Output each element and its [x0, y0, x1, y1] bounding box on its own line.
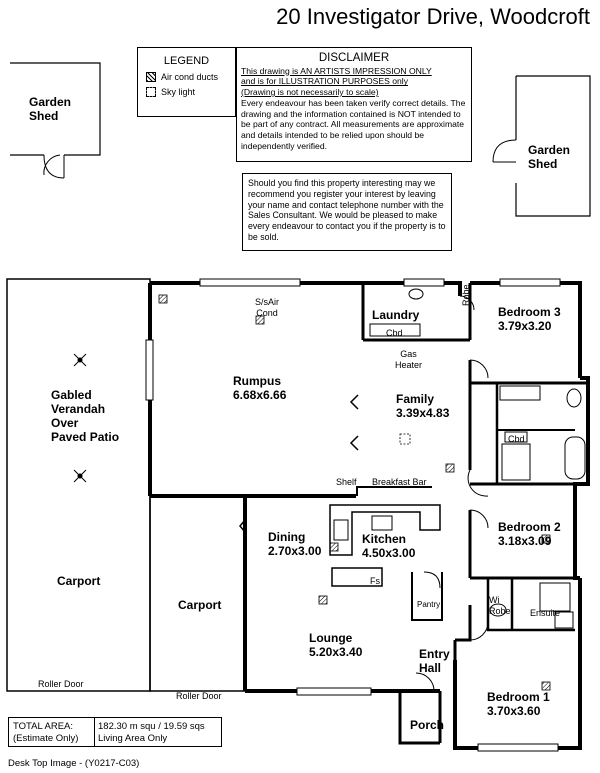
robe-label: Robe [461, 284, 471, 306]
total-area-scope: Living Area Only [98, 733, 168, 744]
disclaimer-body: Every endeavour has been taken verify correct details. The drawing and the information contained is NOT intended to be part of any contract. All measurements are approximate and details intended to be relied upon should be independently verified. [241, 97, 466, 151]
entry-hall-label: Entry Hall [419, 647, 450, 675]
bedroom2-label: Bedroom 2 3.18x3.09 [498, 520, 561, 548]
bedroom3-label: Bedroom 3 3.79x3.20 [498, 305, 561, 333]
carport-inner-label: Carport [178, 598, 222, 612]
interest-notice: Should you find this property interesting may we recommend you register your interest by leaving your name and contact telephone number with the Sales Consultant. We would be pleased to make every endeavour to contact you if the property is to be sold. [242, 173, 452, 251]
disclaimer-heading: DISCLAIMER [318, 52, 390, 64]
legend-heading: LEGEND [163, 55, 210, 67]
shower [502, 444, 530, 480]
family-label: Family 3.39x4.83 [396, 392, 450, 420]
total-area-box [8, 717, 222, 747]
disclaimer-line: and is for ILLUSTRATION PURPOSES only [241, 76, 408, 87]
garden-shed-left-label: Garden Shed [29, 95, 72, 123]
laundry-label: Laundry [372, 308, 420, 322]
verandah-outline [7, 279, 150, 691]
page-title: 20 Investigator Drive, Woodcroft [276, 4, 590, 29]
pantry-label: Pantry [417, 600, 441, 609]
ssair-label: S/sAir Cond [255, 297, 280, 318]
cbd-label: Cbd [386, 328, 403, 338]
carport-outline [150, 496, 245, 691]
porch-label: Porch [410, 718, 445, 732]
vanity [500, 386, 540, 400]
footer-text: Desk Top Image - (Y0217-C03) [8, 758, 140, 769]
dining-label: Dining 2.70x3.00 [268, 530, 322, 558]
bath [565, 437, 585, 479]
roller-door-label: Roller Door [38, 679, 84, 689]
total-area-note: (Estimate Only) [13, 733, 79, 744]
toilet-icon [567, 389, 581, 407]
cbd-label: Cbd [508, 434, 525, 444]
lounge-label: Lounge 5.20x3.40 [309, 631, 363, 659]
disclaimer-line: (Drawing is not necessarily to scale) [241, 87, 379, 98]
legend-label: Sky light [161, 87, 196, 97]
total-area-value: 182.30 m squ / 19.59 sqs [98, 721, 205, 732]
bedroom1-label: Bedroom 1 3.70x3.60 [487, 690, 550, 718]
rumpus-label: Rumpus 6.68x6.66 [233, 374, 287, 402]
verandah-label: Gabled Verandah Over Paved Patio [51, 388, 120, 444]
kitchen-label: Kitchen 4.50x3.00 [362, 532, 416, 560]
legend-label: Air cond ducts [161, 72, 219, 82]
breakfast-bar-label: Breakfast Bar [372, 477, 427, 487]
fs-label: Fs [370, 576, 380, 586]
shelf-label: Shelf [336, 477, 357, 487]
gas-heater-label: Gas Heater [395, 349, 423, 370]
ceiling-fan-icon [74, 354, 86, 366]
wi-robe-label: Wi Robe [489, 595, 511, 616]
garden-shed-right-label: Garden Shed [528, 143, 571, 171]
ensuite-label: Ensuite [530, 608, 561, 618]
disclaimer-line: This drawing is AN ARTISTS IMPRESSION ONLY [241, 65, 432, 76]
roller-door-label: Roller Door [176, 691, 222, 701]
total-area-label: TOTAL AREA: [13, 721, 74, 732]
carport-outer-label: Carport [57, 574, 101, 588]
ceiling-fan-icon [74, 470, 86, 482]
